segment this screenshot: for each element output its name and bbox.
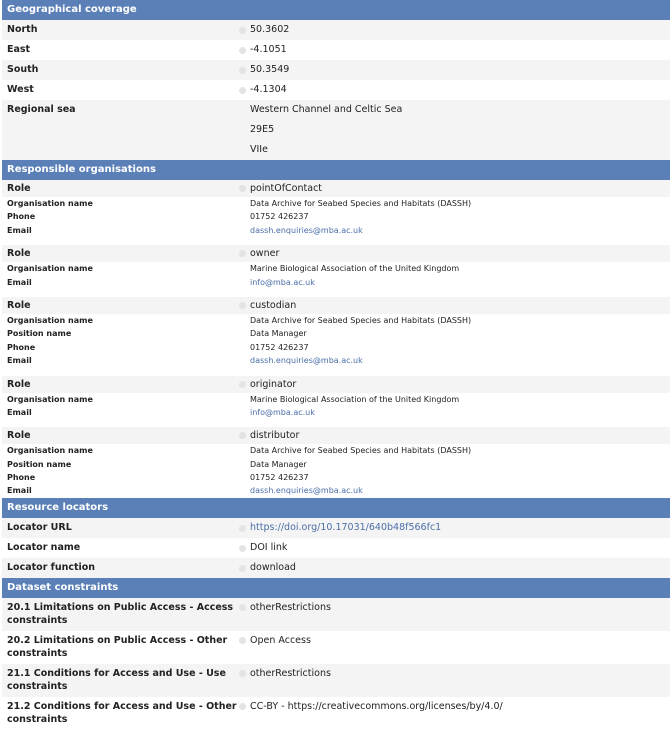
- locator-name-label: Locator name: [7, 541, 81, 553]
- south-value: 50.3549: [250, 64, 290, 75]
- south-label: South: [7, 64, 39, 75]
- role-label: Role: [7, 430, 31, 442]
- organisation-name-row: [2, 314, 670, 327]
- constraint-row: [2, 697, 670, 730]
- geographical-coverage-header: Geographical coverage: [2, 0, 670, 20]
- responsible-organisations-header: Responsible organisations: [2, 160, 670, 180]
- organisation-name-value: Marine Biological Association of the United Kingdom: [250, 264, 460, 274]
- west-label: West: [7, 84, 34, 95]
- position-name-value: Data Manager: [250, 459, 307, 469]
- position-name-row: [2, 327, 670, 340]
- organisation-name-label: Organisation name: [7, 446, 93, 456]
- constraint-label: 21.1 Conditions for Access and Use - Use constraints: [7, 667, 226, 692]
- organisation-name-label: Organisation name: [7, 315, 93, 325]
- phone-label: Phone: [7, 473, 36, 483]
- role-row: [2, 180, 670, 197]
- north-row: [2, 20, 670, 40]
- constraint-row: [2, 598, 670, 631]
- phone-label: Phone: [7, 342, 36, 352]
- role-value: distributor: [250, 430, 300, 442]
- email-row: [2, 354, 670, 367]
- organisation-name-value: Data Archive for Seabed Species and Habitats (DASSH): [250, 315, 472, 325]
- phone-row: [2, 210, 670, 223]
- role-value: originator: [250, 378, 297, 390]
- email-label: Email: [7, 356, 32, 366]
- north-value: 50.3602: [250, 24, 290, 35]
- constraint-label: 20.1 Limitations on Public Access - Access constraints: [7, 601, 234, 626]
- west-value: -4.1304: [250, 84, 287, 95]
- east-label: East: [7, 44, 31, 55]
- position-name-value: Data Manager: [250, 329, 307, 339]
- organisation-name-row: [2, 262, 670, 275]
- constraint-label: 21.2 Conditions for Access and Use - Other constraints: [7, 700, 237, 725]
- locator-name-value: DOI link: [250, 541, 288, 553]
- email-link[interactable]: info@mba.ac.uk: [250, 277, 315, 287]
- phone-value: 01752 426237: [250, 342, 309, 352]
- role-row: [2, 376, 670, 393]
- organisation-name-label: Organisation name: [7, 199, 93, 208]
- locator-url-row: [2, 518, 670, 538]
- west-row: [2, 80, 670, 100]
- regional-sea-row: [2, 140, 670, 160]
- role-label: Role: [7, 183, 31, 194]
- role-label: Role: [7, 248, 31, 260]
- email-label: Email: [7, 486, 32, 496]
- email-link[interactable]: info@mba.ac.uk: [250, 407, 315, 417]
- email-label: Email: [7, 407, 32, 417]
- email-label: Email: [7, 225, 32, 235]
- constraint-value: otherRestrictions: [250, 601, 331, 613]
- phone-row: [2, 471, 670, 484]
- constraint-value: CC-BY - https://creativecommons.org/licenses/by/4.0/: [250, 700, 503, 712]
- phone-row: [2, 341, 670, 354]
- organisation-name-label: Organisation name: [7, 394, 93, 404]
- regional-sea-row: [2, 100, 670, 120]
- north-label: North: [7, 24, 38, 35]
- constraint-label: 20.2 Limitations on Public Access - Other constraints: [7, 634, 228, 659]
- locator-name-row: [2, 538, 670, 558]
- constraint-row: [2, 631, 670, 664]
- email-row: [2, 276, 670, 289]
- locator-function-value: download: [250, 561, 296, 573]
- dataset-constraints-header: Dataset constraints: [2, 578, 670, 598]
- constraint-value: otherRestrictions: [250, 667, 331, 679]
- role-label: Role: [7, 299, 31, 311]
- organisation-name-value: Data Archive for Seabed Species and Habitats (DASSH): [250, 199, 472, 208]
- east-value: -4.1051: [250, 44, 287, 55]
- regional-sea-value: Western Channel and Celtic Sea: [250, 104, 403, 115]
- regional-sea-value: VIIe: [250, 144, 268, 155]
- role-value: owner: [250, 248, 280, 260]
- position-name-label: Position name: [7, 329, 72, 339]
- locator-url-label: Locator URL: [7, 521, 72, 533]
- position-name-row: [2, 458, 670, 471]
- email-row: [2, 406, 670, 419]
- position-name-label: Position name: [7, 459, 72, 469]
- email-row: [2, 224, 670, 237]
- phone-label: Phone: [7, 212, 36, 222]
- resource-locators-header: Resource locators: [2, 498, 670, 518]
- role-value: custodian: [250, 299, 297, 311]
- email-link[interactable]: dassh.enquiries@mba.ac.uk: [250, 486, 363, 496]
- email-link[interactable]: dassh.enquiries@mba.ac.uk: [250, 225, 363, 235]
- organisation-name-row: [2, 197, 670, 210]
- role-row: [2, 297, 670, 314]
- organisation-name-row: [2, 393, 670, 406]
- role-label: Role: [7, 378, 31, 390]
- constraint-value: Open Access: [250, 634, 311, 646]
- phone-value: 01752 426237: [250, 212, 309, 222]
- role-row: [2, 427, 670, 444]
- organisation-name-value: Marine Biological Association of the United Kingdom: [250, 394, 460, 404]
- regional-sea-row: [2, 120, 670, 140]
- phone-value: 01752 426237: [250, 473, 309, 483]
- south-row: [2, 60, 670, 80]
- constraint-row: [2, 664, 670, 697]
- locator-function-label: Locator function: [7, 561, 96, 573]
- regional-sea-value: 29E5: [250, 124, 275, 135]
- locator-function-row: [2, 558, 670, 578]
- organisation-name-label: Organisation name: [7, 264, 93, 274]
- role-value: pointOfContact: [250, 183, 323, 194]
- organisation-name-value: Data Archive for Seabed Species and Habitats (DASSH): [250, 446, 472, 456]
- email-label: Email: [7, 277, 32, 287]
- email-link[interactable]: dassh.enquiries@mba.ac.uk: [250, 356, 363, 366]
- organisation-name-row: [2, 444, 670, 457]
- regional-sea-label: Regional sea: [7, 104, 76, 115]
- locator-url-link[interactable]: https://doi.org/10.17031/640b48f566fc1: [250, 521, 442, 533]
- role-row: [2, 245, 670, 262]
- east-row: [2, 40, 670, 60]
- email-row: [2, 484, 670, 497]
